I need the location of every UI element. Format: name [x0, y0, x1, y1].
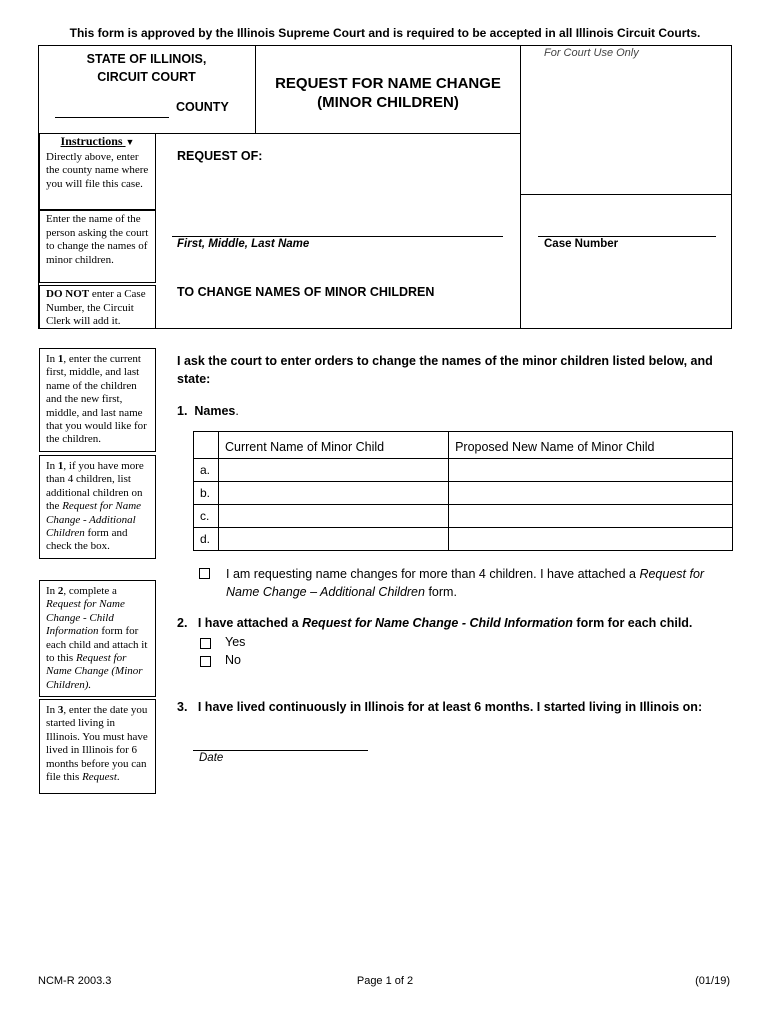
text: Request	[82, 771, 117, 784]
text: I am requesting name changes for more than 4 children. I have attached a	[226, 567, 640, 581]
text: .	[116, 771, 120, 784]
court-use-label: For Court Use Only	[544, 47, 639, 59]
item-3-statement	[177, 700, 702, 714]
side-instruction-3	[39, 580, 156, 697]
text: form.	[424, 585, 457, 599]
item-1-label: Names	[194, 404, 236, 418]
case-number-label: Case Number	[544, 238, 619, 250]
more-children-statement	[226, 565, 726, 601]
instructions-box-3	[39, 285, 156, 329]
name-caption: First, Middle, Last Name	[177, 238, 310, 250]
current-name-input[interactable]	[219, 528, 449, 551]
do-not-text: DO NOT	[46, 288, 90, 300]
column-header-proposed: Proposed New Name of Minor Child	[449, 432, 733, 459]
table-row	[194, 459, 733, 482]
current-name-input[interactable]	[219, 482, 449, 505]
page-number: Page 1 of 2	[356, 975, 414, 987]
case-number-line[interactable]	[538, 236, 716, 237]
text: Request for Name Change - Child Information	[302, 616, 573, 630]
item-number: 1.	[177, 404, 188, 418]
request-of-label: REQUEST OF:	[177, 149, 263, 163]
text: Request for Name Change - Additional Children	[46, 500, 142, 540]
circuit-court-label: CIRCUIT COURT	[97, 70, 196, 84]
text: Request for Name Change – Additional Children	[226, 567, 705, 599]
instructions-box-1	[39, 134, 156, 210]
text: , complete a	[63, 585, 117, 597]
instruction-case-number	[46, 288, 149, 329]
proposed-name-input[interactable]	[449, 459, 733, 482]
more-children-checkbox[interactable]	[199, 568, 210, 579]
instructions-title	[46, 135, 149, 150]
side-instruction-1	[39, 348, 156, 452]
side-instruction-4	[39, 699, 156, 794]
proposed-name-input[interactable]	[449, 528, 733, 551]
text: form for each child and attach it to this	[46, 625, 148, 665]
names-table	[193, 431, 733, 551]
instructions-title-text: Instructions	[60, 134, 123, 148]
row-letter: b.	[194, 482, 219, 505]
yes-label: Yes	[225, 635, 246, 649]
current-name-input[interactable]	[219, 459, 449, 482]
county-label: COUNTY	[176, 100, 229, 114]
instructions-box-2	[39, 210, 156, 283]
proposed-name-input[interactable]	[449, 505, 733, 528]
text: In	[46, 460, 58, 472]
text: form for each child.	[572, 616, 693, 630]
date-input-line[interactable]	[193, 750, 368, 751]
divider	[520, 194, 732, 195]
text: 3	[57, 704, 64, 716]
text: I have attached a	[197, 616, 303, 630]
yes-checkbox[interactable]	[200, 638, 211, 649]
row-letter: d.	[194, 528, 219, 551]
intro-statement: I ask the court to enter orders to change the names of the minor children listed below, and state:	[177, 354, 713, 386]
text: In	[46, 585, 58, 597]
county-input-line[interactable]	[55, 117, 169, 118]
triangle-down-icon: ▼	[125, 137, 135, 147]
text: Request for Name Change - Child Information	[46, 598, 125, 638]
item-1-dot: .	[235, 404, 239, 418]
text: , enter the date you started living in Illinois. You must have lived in Illinois for 6 months before you can file this	[46, 704, 148, 784]
form-title: REQUEST FOR NAME CHANGE	[275, 75, 501, 92]
no-checkbox[interactable]	[200, 656, 211, 667]
item-number: 2.	[177, 616, 188, 630]
table-row	[194, 505, 733, 528]
text: Request for Name Change (Minor Children).	[46, 652, 143, 691]
item-1-heading	[177, 404, 239, 418]
instruction-petitioner: Enter the name of the person asking the court to change the names of minor children.	[46, 213, 149, 266]
table-row	[194, 528, 733, 551]
approval-banner: This form is approved by the Illinois Supreme Court and is required to be accepted in all Illinois Circuit Courts.	[69, 26, 701, 40]
form-id: NCM-R 2003.3	[38, 975, 112, 987]
text: In	[46, 704, 58, 716]
no-label: No	[225, 653, 241, 667]
item-2-statement	[177, 616, 692, 630]
revision-date: (01/19)	[695, 975, 730, 987]
text: I have lived continuously in Illinois for at least 6 months. I started living in Illinois on:	[197, 700, 703, 714]
text: In	[46, 353, 58, 365]
text: 2	[57, 585, 64, 597]
table-cell	[194, 432, 219, 459]
date-caption: Date	[199, 752, 224, 764]
state-label: STATE OF ILLINOIS,	[86, 52, 207, 66]
item-number: 3.	[177, 700, 188, 714]
current-name-input[interactable]	[219, 505, 449, 528]
form-subtitle: (MINOR CHILDREN)	[317, 94, 459, 111]
column-header-current: Current Name of Minor Child	[219, 432, 449, 459]
text: , if you have more than 4 children, list additional children on the	[46, 460, 144, 513]
side-instruction-2	[39, 455, 156, 559]
text: form and check the box.	[46, 527, 128, 553]
text: 1	[57, 353, 64, 365]
to-change-label: TO CHANGE NAMES OF MINOR CHILDREN	[177, 285, 435, 299]
divider	[520, 45, 521, 329]
proposed-name-input[interactable]	[449, 482, 733, 505]
row-letter: a.	[194, 459, 219, 482]
table-header-row	[194, 432, 733, 459]
text: 1	[57, 460, 64, 472]
instruction-case-number-rest: enter a Case Number, the Circuit Clerk will add it.	[46, 288, 146, 327]
text: , enter the current first, middle, and last name of the children and the new first, middle, and last name that you would like for the children.	[46, 353, 147, 446]
instruction-county: Directly above, enter the county name where you will file this case.	[46, 150, 149, 190]
table-row	[194, 482, 733, 505]
petitioner-name-line[interactable]	[172, 236, 503, 237]
row-letter: c.	[194, 505, 219, 528]
